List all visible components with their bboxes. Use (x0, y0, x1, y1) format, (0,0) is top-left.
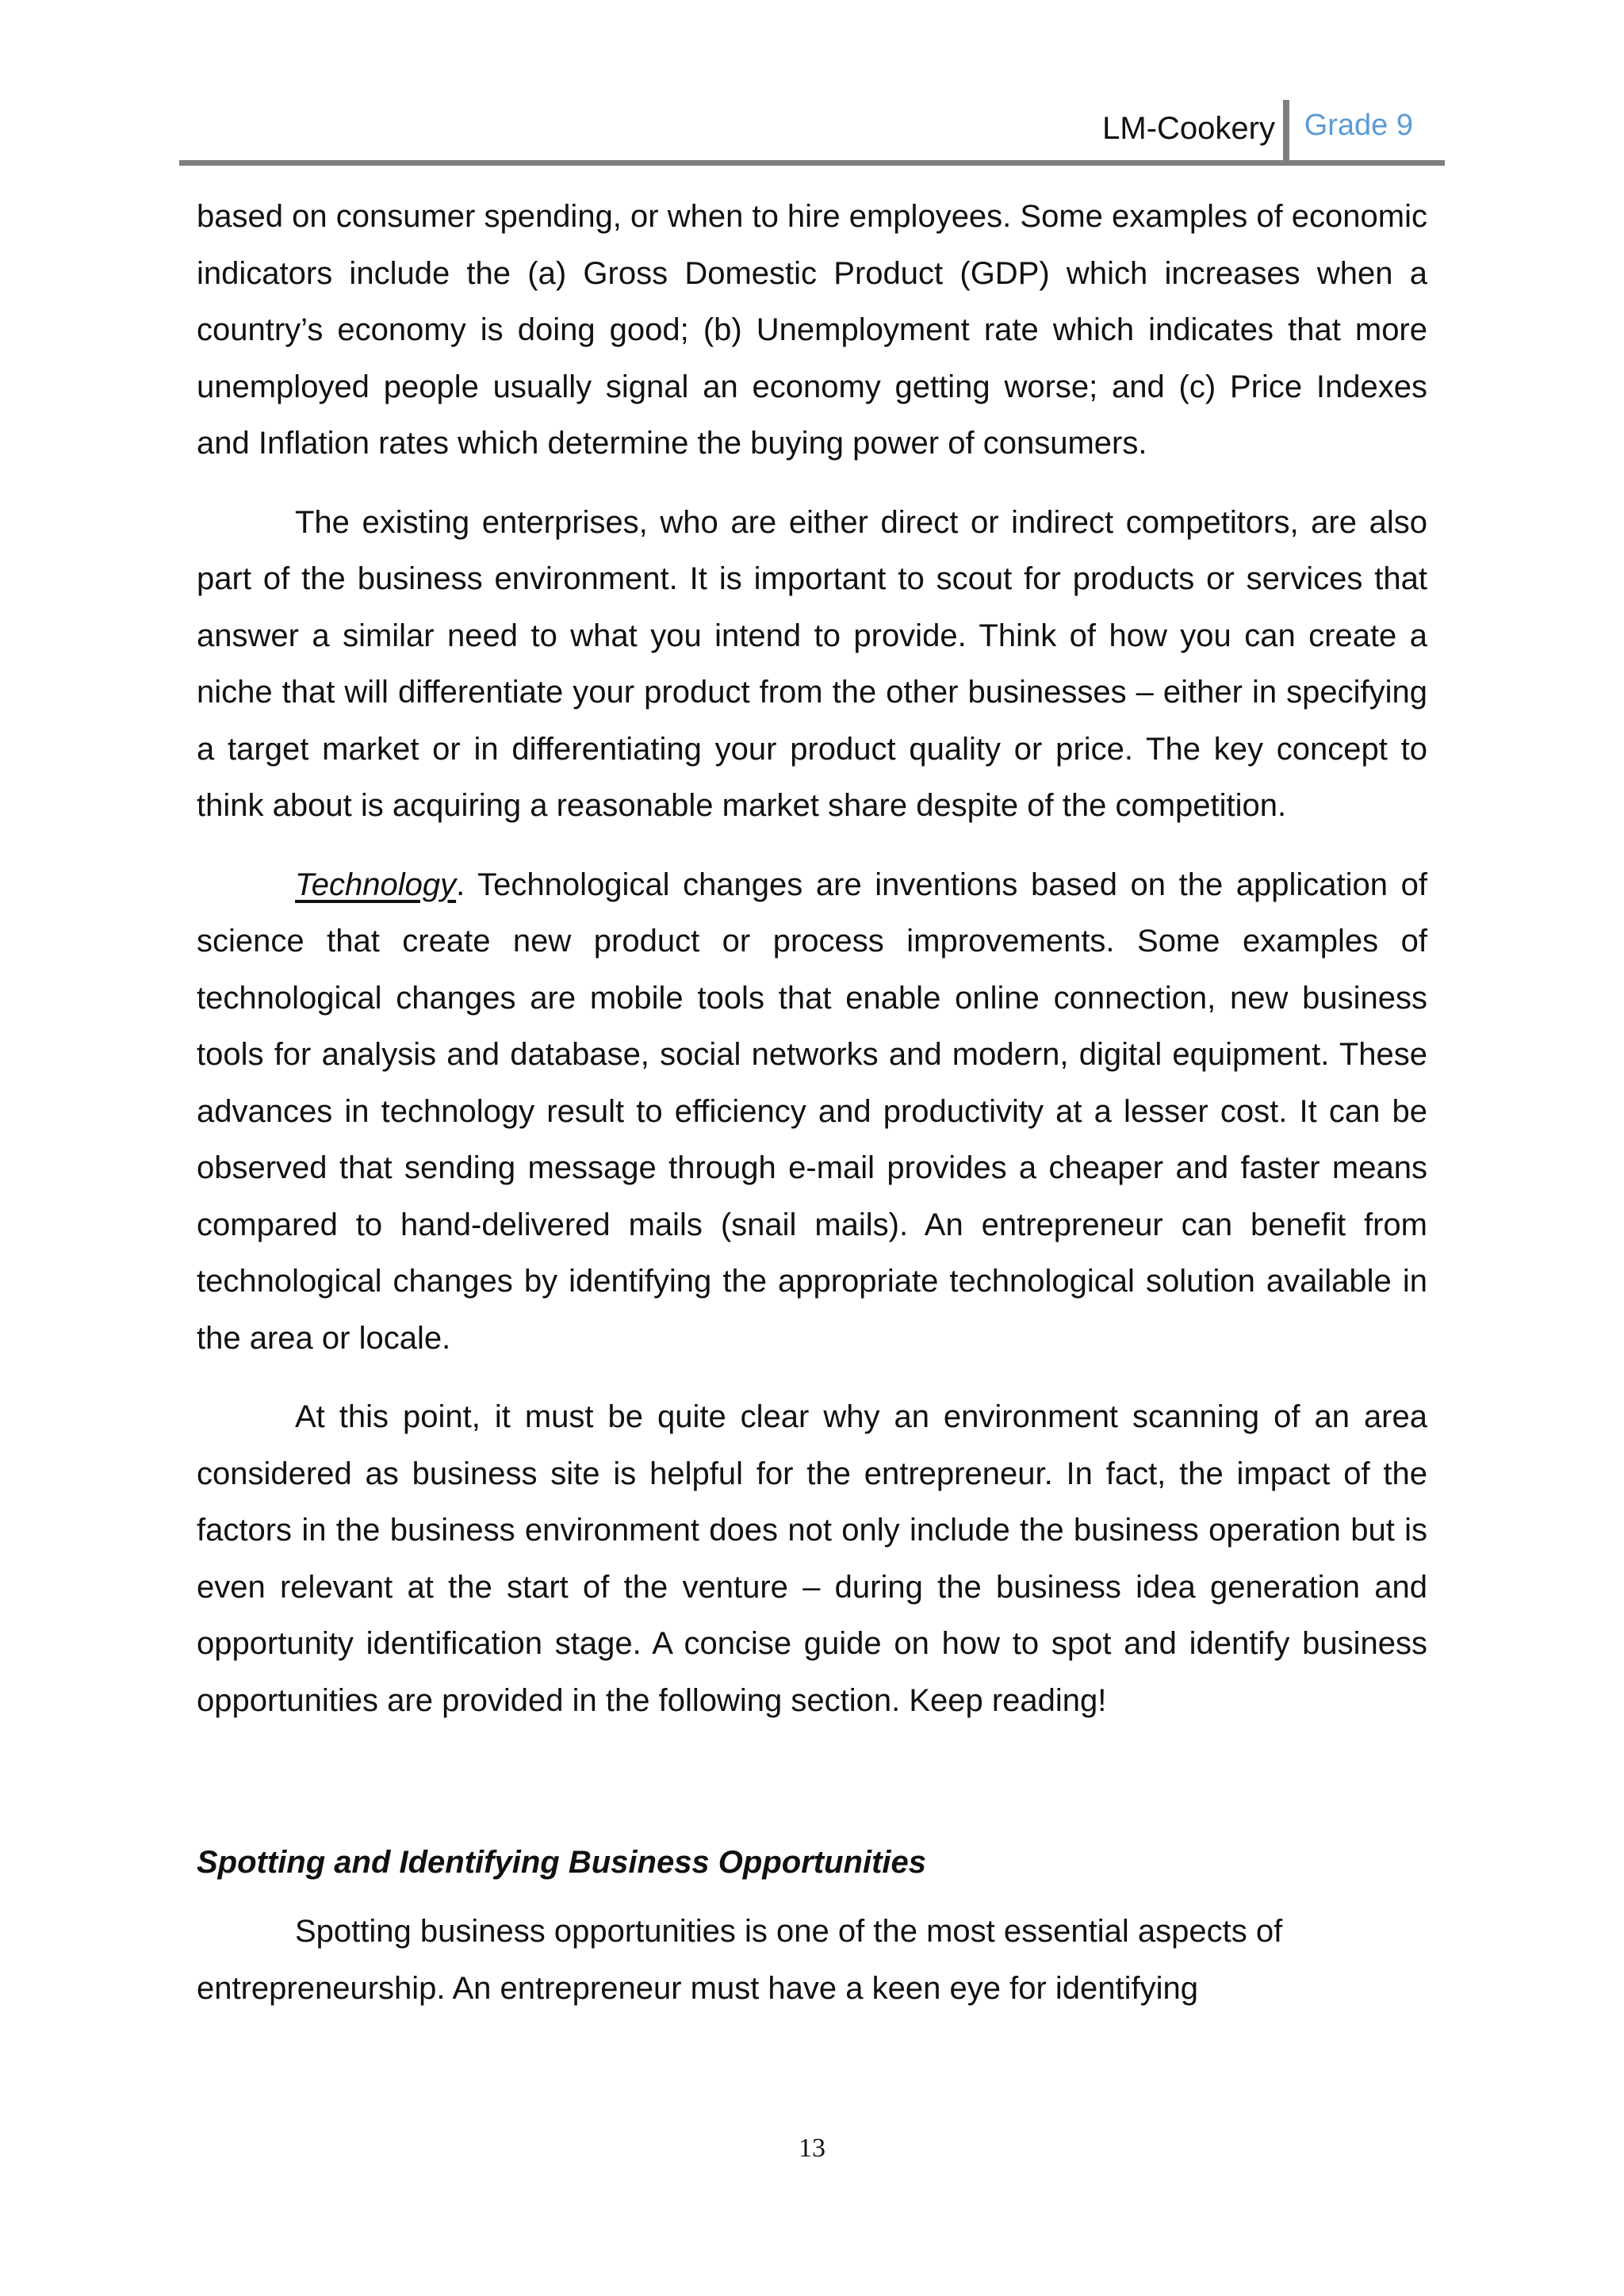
page-header (179, 95, 1445, 166)
technology-term: Technology (295, 867, 457, 902)
page-number: 13 (799, 2133, 825, 2163)
paragraph-competitors: The existing enterprises, who are either direct or indirect competitors, are also part of the business environment. It is important to scout for products or services that answer a similar need to what you intend to provide. Think of how you can create a niche that will differentiate your product from the other businesses – either in specifying a target market or in differentiating your product quality or price. The key concept to think about is acquiring a reasonable market share despite of the competition. (197, 504, 1427, 823)
paragraph-technology (197, 857, 1427, 1368)
header-subject: LM-Cookery (1102, 111, 1275, 146)
page-body (197, 189, 1427, 2039)
section-heading: Spotting and Identifying Business Opportunities (197, 1845, 926, 1880)
paragraph-economic-indicators: based on consumer spending, or when to hire employees. Some examples of economic indicators include the (a) Gross Domestic Product (GDP) which increases when a country’s economy is doing good; (b) Unemployment rate which indicates that more unemployed people usually signal an economy getting worse; and (c) Price Indexes and Inflation rates which determine the buying power of consumers. (197, 199, 1427, 461)
paragraph-environment-scanning: At this point, it must be quite clear why an environment scanning of an area considered as business site is helpful for the entrepreneur. In fact, the impact of the factors in the business environment does not only include the business operation but is even relevant at the start of the venture – during the business idea generation and opportunity identification stage. A concise guide on how to spot and identify business opportunities are provided in the following section. Keep reading! (197, 1399, 1427, 1718)
header-grade: Grade 9 (1304, 109, 1413, 142)
paragraph-spotting-opportunities: Spotting business opportunities is one of the most essential aspects of entrepreneurship. An entrepreneur must have a keen eye for identifying (197, 1914, 1283, 2006)
technology-text: . Technological changes are inventions based on the application of science that create new product or process improvements. Some examples of technological changes are mobile tools that enable online connection, new business tools for analysis and database, social networks and modern, digital equipment. These advances in technology result to efficiency and productivity at a lesser cost. It can be observed that sending message through e-mail provides a cheaper and faster means compared to hand-delivered mails (snail mails). An entrepreneur can benefit from technological changes by identifying the appropriate technological solution available in the area or locale. (197, 867, 1427, 1356)
header-divider (1283, 100, 1289, 160)
